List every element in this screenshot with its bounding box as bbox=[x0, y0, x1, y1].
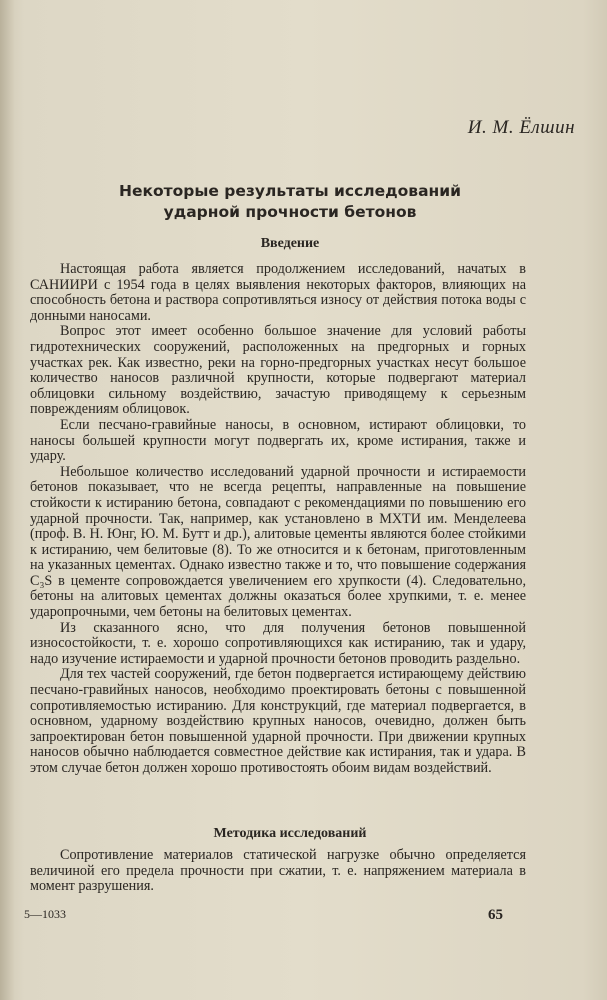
paragraph: Сопротивление материалов статической нагрузке обычно определяется величиной его предела прочности при сжатии, т. е. напряжением материала в момент разрушения. bbox=[30, 847, 526, 895]
paragraph: Если песчано-гравийные наносы, в основном, истирают облицовки, то наносы большей крупности могут подвергать их, кроме истирания, также и удару. bbox=[30, 416, 526, 465]
paragraph: Из сказанного ясно, что для получения бетонов повышенной износостойкости, т. е. хорошо сопротивляющихся как истиранию, так и удару, надо изучение истираемости и ударной прочности бетонов проводить раздельно. bbox=[30, 619, 526, 667]
article-title bbox=[60, 181, 520, 223]
intro-body bbox=[30, 262, 526, 777]
section-heading-methodology: Методика исследований bbox=[213, 826, 367, 841]
section-heading-intro: Введение bbox=[260, 236, 320, 251]
title-line-2: ударной прочности бетонов bbox=[163, 203, 417, 221]
printer-signature: 5—1033 bbox=[24, 907, 66, 921]
title-line-1: Некоторые результаты исследований bbox=[119, 182, 461, 200]
methodology-body bbox=[30, 848, 526, 895]
paragraph: Небольшое количество исследований ударной прочности и истираемости бетонов показывает, что не всегда рецепты, направленные на повышение стойкости к истиранию бетона, совпадают с рекомендациями по повышению его ударной прочности. Так, например, как установлено в МХТИ им. Менделеева (проф. В. Н. Юнг, Ю. М. Бутт и др.), алитовые цементы являются более стойкими к истиранию, чем белитовые (8). То же относится и к бетонам, приготовленным на указанных цементах. Однако известно также и то, что повышение содержания C₃S в цементе сопровождается увеличением его хрупкости (4). Следовательно, бетоны на алитовых цементах должны оказаться более хрупкими, т. е. менее ударопрочными, чем бетоны на белитовых цементах. bbox=[30, 463, 526, 621]
paragraph: Для тех частей сооружений, где бетон подвергается истирающему действию песчано-гравийных наносов, необходимо проектировать бетоны с повышенной сопротивляемостью истиранию. Для конструкций, где материал подвергается, в основном, ударному воздействию крупных наносов, очевидно, должен быть запроектирован бетон повышенной ударной прочности. При движении крупных наносов обычно наблюдается совместное действие как истирания, так и удара. В этом случае бетон должен хорошо противостоять обоим видам воздействий. bbox=[30, 666, 526, 776]
book-spine-shadow bbox=[0, 0, 14, 1000]
page-number: 65 bbox=[488, 907, 503, 923]
author-name: И. М. Ёлшин bbox=[467, 117, 575, 138]
paragraph: Вопрос этот имеет особенно большое значение для условий работы гидротехнических сооружений, расположенных на предгорных и горных участках рек. Как известно, реки на горно-предгорных участках несут большое количество наносов различной крупности, которые подвергают материал облицовки сильному воздействию, зачастую приводящему к серьезным повреждениям облицовок. bbox=[30, 323, 526, 418]
paragraph: Настоящая работа является продолжением исследований, начатых в САНИИРИ с 1954 года в целях выявления некоторых факторов, влияющих на способность бетона и раствора сопротивляться износу от действия потока воды с донными наносами. bbox=[30, 261, 526, 324]
